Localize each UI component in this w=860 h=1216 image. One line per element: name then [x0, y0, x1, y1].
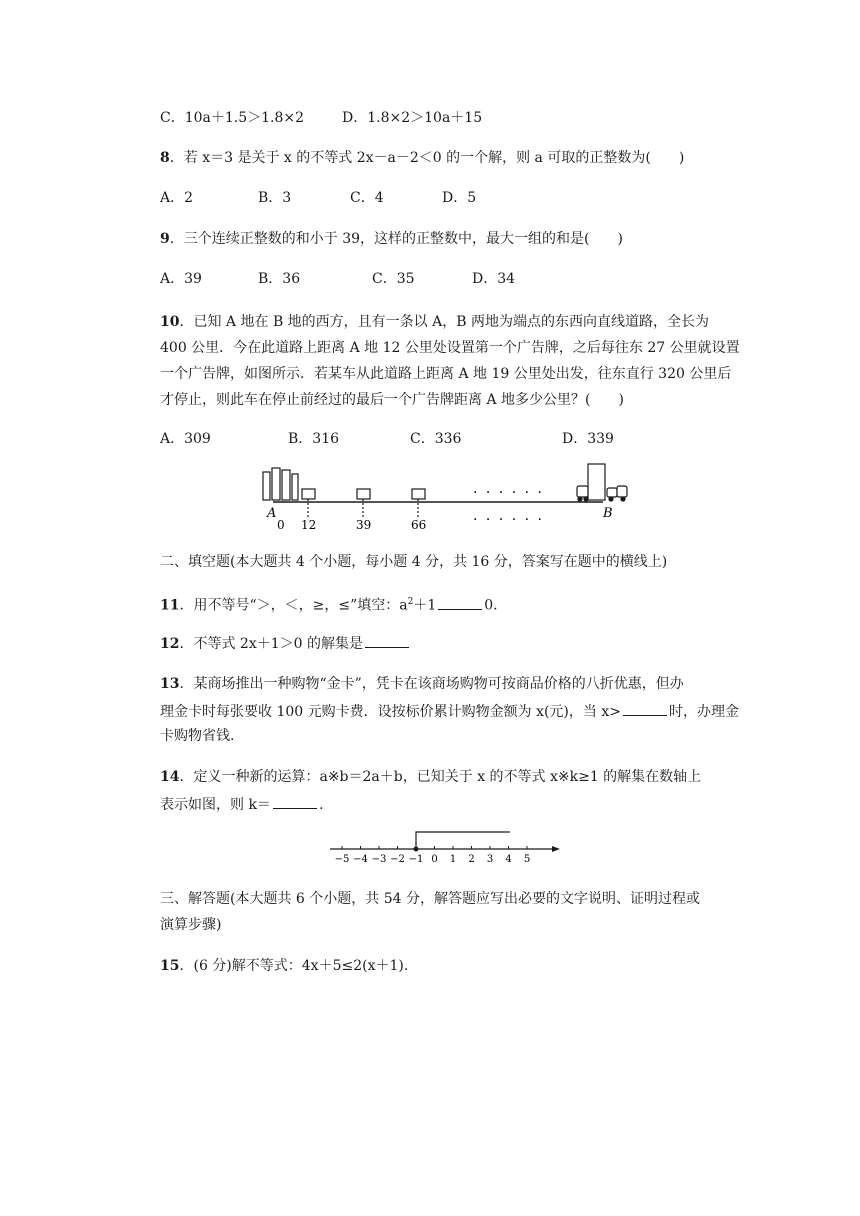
question-number: 8: [160, 150, 170, 166]
label-a: A: [267, 506, 277, 521]
tick-label: −2: [390, 854, 405, 865]
question-number: 10: [160, 314, 180, 330]
question-number: 12: [160, 636, 180, 652]
car-icon: [607, 486, 627, 501]
q8-option-a: A．2: [160, 190, 194, 206]
answer-blank[interactable]: [365, 633, 409, 648]
question-number: 9: [160, 231, 170, 247]
question-10-line-4: 才停止，则此车在停止前经过的最后一个广告牌距离 A 地多少公里？( ): [160, 392, 624, 408]
question-text: ．不等式 2x＋1＞0 的解集是: [179, 636, 364, 652]
section-2-heading: 二、填空题(本大题共 4 个小题，每小题 4 分，共 16 分，答案写在题中的横线上): [160, 554, 668, 570]
tick-label: −4: [353, 854, 368, 865]
building-b-icon: [588, 464, 605, 500]
tick-label: 0: [431, 854, 438, 865]
tick-label: 66: [411, 518, 427, 530]
question-stem: ．若 x＝3 是关于 x 的不等式 2x－a－2＜0 的一个解，则 a 可取的正整数为( ): [169, 150, 685, 166]
question-10-line-1: [160, 313, 709, 331]
q10-option-b: B．316: [288, 431, 340, 447]
truck-icon: [577, 486, 588, 501]
question-12: [160, 633, 411, 653]
q10-option-a: A．309: [160, 431, 211, 447]
tick-label: 2: [468, 854, 475, 865]
q8-option-c: C．4: [350, 190, 384, 206]
q7-option-c: C．10a＋1.5＞1.8×2: [160, 110, 305, 126]
tick-label: 3: [486, 854, 494, 865]
answer-blank[interactable]: [273, 794, 317, 809]
q10-option-d: D．339: [562, 431, 614, 447]
question-text: 时，办理金: [668, 704, 739, 720]
q7-option-d: D．1.8×2＞10a＋15: [342, 110, 483, 126]
tick-label: 1: [449, 854, 457, 865]
q9-option-b: B．36: [258, 271, 301, 287]
question-text: 表示如图，则 k＝: [160, 797, 271, 813]
question-14-line-2: [160, 794, 323, 814]
superscript: 2: [407, 597, 414, 607]
ellipsis-lower: · · · · · ·: [473, 512, 544, 528]
question-number: 13: [160, 676, 180, 692]
question-text: ．用不等号“＞，＜，≥，≤”填空：a: [179, 597, 408, 614]
question-text: .: [318, 797, 324, 813]
tick-label: −1: [408, 854, 424, 865]
billboard-icon: [412, 489, 425, 518]
question-text: ．(6 分)解不等式：4x＋5≤2(x＋1).: [179, 958, 409, 974]
ellipsis-upper: · · · · · ·: [473, 485, 544, 501]
question-10-line-2: 400 公里．今在此道路上距离 A 地 12 公里处设置第一个广告牌，之后每往东 27 公里就设置: [160, 340, 740, 356]
question-11: [160, 593, 498, 615]
section-3-heading-line-1: 三、解答题(本大题共 6 个小题，共 54 分，解答题应写出必要的文字说明、证明过程或: [160, 891, 700, 907]
question-text: ＋1: [413, 597, 437, 614]
question-9: [160, 230, 623, 248]
question-text: ．已知 A 地在 B 地的西方，且有一条以 A，B 两地为端点的东西向直线道路，全长为: [179, 314, 709, 330]
q9-option-c: C．35: [372, 271, 415, 287]
tick-label: 39: [356, 518, 372, 530]
tick-label: 5: [523, 854, 531, 865]
answer-blank[interactable]: [438, 595, 482, 610]
question-number: 14: [160, 769, 180, 785]
tick-label: 4: [505, 854, 512, 865]
question-text: ．某商场推出一种购物“金卡”，凭卡在该商场购物可按商品价格的八折优惠，但办: [179, 676, 684, 692]
tick-labels: [335, 854, 531, 865]
arrow-right-icon: [552, 846, 560, 852]
q8-option-d: D．5: [442, 190, 477, 206]
q10-option-c: C．336: [410, 431, 462, 447]
tick-label: −5: [334, 854, 350, 865]
question-13-line-2: [160, 701, 739, 721]
question-15: [160, 957, 408, 975]
question-14-line-1: [160, 768, 701, 786]
road-billboard-figure: [255, 460, 635, 530]
billboard-icon: [357, 489, 370, 518]
q9-option-d: D．34: [472, 271, 516, 287]
question-stem: ．三个连续正整数的和小于 39，这样的正整数中，最大一组的和是( ): [169, 231, 623, 247]
tick-label: −3: [371, 854, 387, 865]
question-text: ．定义一种新的运算：a※b＝2a＋b，已知关于 x 的不等式 x※k≥1 的解集在数轴上: [179, 769, 702, 785]
q9-option-a: A．39: [160, 271, 202, 287]
question-text: 理金卡时每张要收 100 元购卡费．设按标价累计购物金额为 x(元)，当 x>: [160, 704, 621, 720]
question-number: 11: [160, 597, 180, 614]
billboard-icon: [302, 489, 315, 518]
number-line-figure: [328, 826, 563, 866]
answer-blank[interactable]: [623, 701, 667, 716]
label-b: B: [603, 506, 613, 521]
question-13-line-1: [160, 675, 684, 693]
section-3-heading-line-2: 演算步骤): [160, 917, 222, 933]
tick-label: 12: [301, 518, 317, 530]
question-text: 0.: [484, 597, 498, 614]
q8-option-b: B．3: [258, 190, 292, 206]
solution-set-bracket: [416, 832, 510, 849]
question-13-line-3: 卡购物省钱.: [160, 728, 235, 744]
question-8: [160, 149, 684, 167]
tick-label: 0: [277, 518, 285, 530]
question-number: 15: [160, 958, 180, 974]
buildings-a-icon: [263, 468, 298, 500]
question-10-line-3: 一个广告牌，如图所示．若某车从此道路上距离 A 地 19 公里处出发，往东直行 320 公里后: [160, 366, 732, 382]
